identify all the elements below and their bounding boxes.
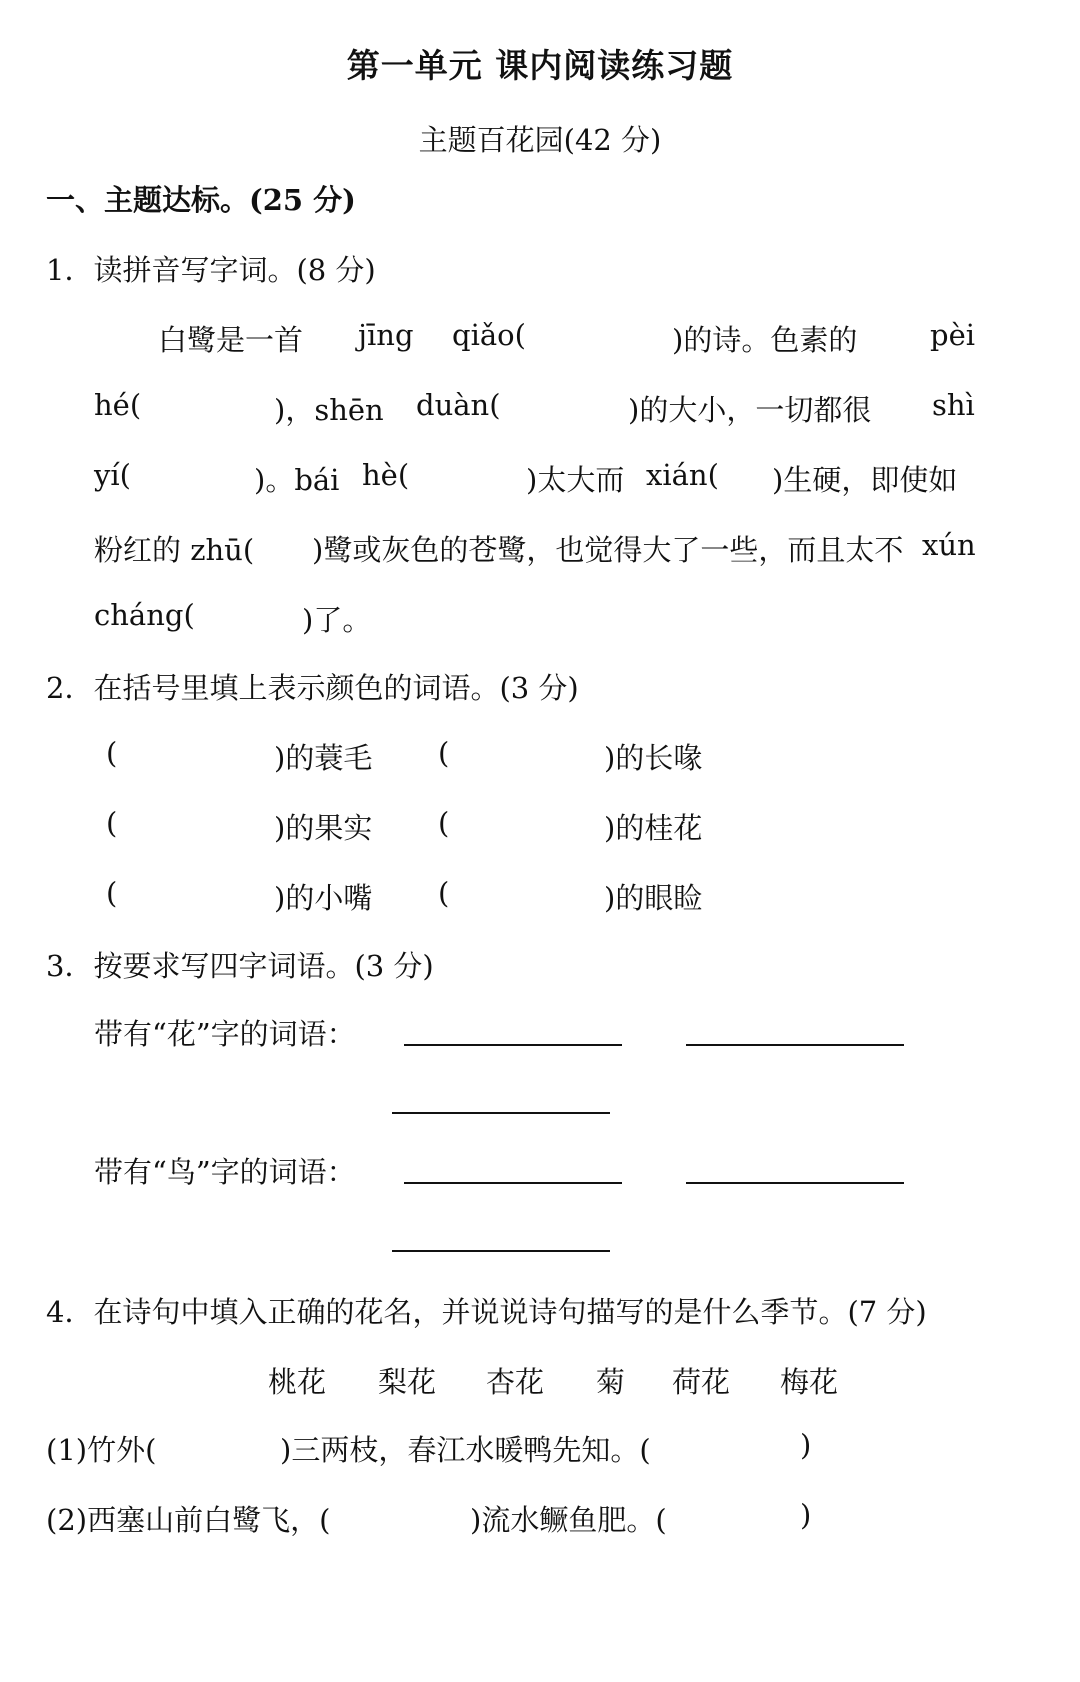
- question-4-label: 4．在诗句中填入正确的花名，并说说诗句描写的是什么季节。(7 分): [46, 1295, 927, 1329]
- answer-line[interactable]: [392, 1250, 610, 1252]
- q1-pinyin-chang: cháng(: [94, 598, 195, 632]
- q2-item: )的小嘴: [274, 881, 373, 915]
- flower-option: 桃花: [268, 1365, 327, 1399]
- question-3-label: 3．按要求写四字词语。(3 分): [46, 949, 434, 983]
- q1-pinyin-shen: )，shēn: [274, 393, 384, 427]
- q1-line4-text: )鹭或灰色的苍鹭，也觉得大了一些，而且太不: [312, 533, 904, 567]
- q2-item: )的蓑毛: [274, 741, 373, 775]
- flower-option: 杏花: [486, 1365, 545, 1399]
- q1-pinyin-duan: duàn(: [416, 388, 501, 422]
- q2-open-4: (: [438, 806, 450, 840]
- q1-line5-tail: )了。: [302, 603, 372, 637]
- poem-2-start: (2)西塞山前白鹭飞，(: [46, 1503, 331, 1537]
- q2-open-6: (: [438, 876, 450, 910]
- q1-line1-tail: )的诗。色素的: [672, 323, 858, 357]
- q1-pinyin-he: hé(: [94, 388, 142, 422]
- q3-bird-label: 带有“鸟”字的词语：: [94, 1155, 356, 1189]
- q1-pinyin-xun: xún: [922, 528, 976, 562]
- answer-line[interactable]: [686, 1044, 904, 1046]
- q2-item: )的长喙: [604, 741, 703, 775]
- q1-line3-tail: )生硬，即使如: [772, 463, 958, 497]
- q2-open-3: (: [106, 806, 118, 840]
- q1-line1-text: 白鹭是一首: [158, 323, 304, 357]
- q2-open-5: (: [106, 876, 118, 910]
- page-title: 第一单元 课内阅读练习题: [346, 46, 734, 85]
- q2-item: )的果实: [274, 811, 373, 845]
- q1-pinyin-pei: pèi: [930, 318, 976, 352]
- page-subtitle: 主题百花园(42 分): [418, 123, 662, 157]
- q1-pinyin-yi: yí(: [94, 458, 131, 492]
- section-heading: 一、主题达标。(25 分): [46, 183, 356, 217]
- answer-line[interactable]: [404, 1182, 622, 1184]
- question-1-label: 1．读拼音写字词。(8 分): [46, 253, 376, 287]
- poem-1-close: ): [800, 1428, 812, 1462]
- q1-pinyin-heb: hè(: [362, 458, 410, 492]
- answer-line[interactable]: [404, 1044, 622, 1046]
- q1-pinyin-qiao: qiǎo(: [452, 318, 526, 352]
- q3-flower-label: 带有“花”字的词语：: [94, 1017, 356, 1051]
- flower-option: 梅花: [780, 1365, 839, 1399]
- q1-line3-mid: )太大而: [526, 463, 625, 497]
- answer-line[interactable]: [686, 1182, 904, 1184]
- q1-pinyin-bai: )。bái: [254, 463, 340, 497]
- flower-option: 荷花: [672, 1365, 731, 1399]
- q2-item: )的桂花: [604, 811, 703, 845]
- question-2-label: 2．在括号里填上表示颜色的词语。(3 分): [46, 671, 579, 705]
- q1-pinyin-xian: xián(: [646, 458, 719, 492]
- q2-item: )的眼睑: [604, 881, 703, 915]
- q1-pinyin-shi: shì: [932, 388, 975, 422]
- q1-pinyin-jing: jīng: [358, 318, 414, 352]
- q1-pinyin-zhu: 粉红的 zhū(: [94, 533, 255, 567]
- answer-line[interactable]: [392, 1112, 610, 1114]
- poem-1-start: (1)竹外(: [46, 1433, 157, 1467]
- q2-open-2: (: [438, 736, 450, 770]
- flower-option: 梨花: [378, 1365, 437, 1399]
- q1-line2-tail: )的大小，一切都很: [628, 393, 872, 427]
- poem-1-mid: )三两枝，春江水暖鸭先知。(: [280, 1433, 651, 1467]
- q2-open-1: (: [106, 736, 118, 770]
- poem-2-close: ): [800, 1498, 812, 1532]
- poem-2-mid: )流水鳜鱼肥。(: [470, 1503, 667, 1537]
- flower-option: 菊: [596, 1365, 626, 1399]
